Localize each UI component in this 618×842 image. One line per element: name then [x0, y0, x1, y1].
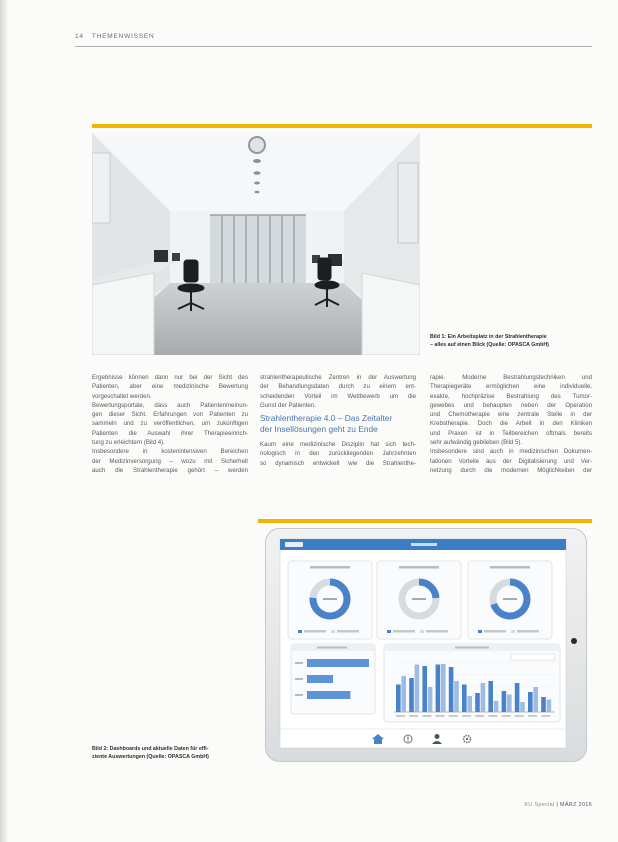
vbar: [449, 667, 454, 712]
vbar: [481, 683, 486, 712]
text-line: netzung durch die modernen Möglichkeiten der: [430, 466, 592, 474]
text-line: Ergebnisse können dann nur bei der Sicht des: [92, 374, 248, 381]
vbar: [467, 696, 472, 712]
tablet-dashboard-image: [265, 528, 587, 762]
illegible-label: [411, 543, 437, 546]
accent-bar-figure-2: [258, 519, 592, 523]
right-wall-cabinet: [398, 163, 418, 243]
chart-filter-box: [511, 654, 555, 660]
text-line: so dynamisch entwickelt wie die Strahlenthe-: [260, 459, 416, 467]
left-monitor-far: [172, 253, 180, 261]
illegible-label: [449, 715, 458, 717]
text-line: strahlentherapeutische Zentren in der Auswertung: [260, 374, 416, 381]
illegible-label: [323, 598, 337, 600]
illegible-label: [462, 715, 471, 717]
figure-1-caption: [430, 333, 592, 349]
vbar: [454, 681, 459, 712]
text-line: scheidenden Vorteil im Wettbewerb um die: [260, 392, 416, 400]
right-cabinet: [362, 273, 420, 355]
caption-line: Bild 1: Ein Arbeitsplatz in der Strahlentherapie: [430, 334, 547, 340]
vbar: [520, 702, 525, 712]
text-line: Krebstherapie. Doch die Arbeit in den Kliniken: [430, 420, 592, 428]
illegible-label: [541, 715, 550, 717]
vbar: [541, 697, 546, 712]
illegible-label: [310, 566, 350, 569]
section-heading: [260, 413, 416, 435]
article-column-1: [92, 373, 248, 475]
figure-1-photo: [92, 133, 420, 355]
illegible-label: [295, 662, 303, 664]
vbar: [428, 687, 433, 712]
vbar: [396, 685, 401, 713]
heading-line: Strahlentherapie 4.0 – Das Zeitalter: [260, 413, 393, 423]
accent-bar-figure-1: [92, 124, 592, 128]
text-line: Insbesondere in kostenintensiven Bereichen: [92, 448, 248, 456]
caption-line: Bild 2: Dashboards und aktuelle Daten für effi-: [92, 746, 209, 752]
vbar: [436, 665, 441, 713]
running-header: [75, 33, 155, 40]
text-line: Insbesondere sind auch in medizinischen Dokumen-: [430, 448, 592, 456]
heading-line: der Insellösungen geht zu Ende: [260, 424, 378, 434]
dashboard-logo: [285, 542, 303, 547]
caption-line: – alles auf einen Blick (Quelle: OPASCA GmbH): [430, 342, 549, 348]
left-cabinet: [92, 273, 154, 355]
illegible-label: [422, 715, 431, 717]
scan-shadow: [0, 0, 9, 842]
text-line: Kaum eine medizinische Disziplin hat sich tech-: [260, 441, 416, 448]
illegible-label: [295, 678, 303, 680]
illegible-label: [317, 647, 347, 649]
text-line: sehr aufwändig geblieben (Bild 5).: [430, 439, 523, 447]
text-line: Bewertungsportale, dass auch Patientenmeinun-: [92, 401, 248, 409]
text-line: tationen Vorteile aus der Digitalisierung und Ver-: [430, 457, 592, 465]
illegible-label: [396, 715, 405, 717]
text-line: sammeln und zu veröffentlichen, um zukünftigen: [92, 420, 248, 428]
vbar: [401, 676, 406, 712]
vbar: [547, 700, 552, 713]
illegible-label: [436, 715, 445, 717]
text-line: gewebes und behaupten neben der Operation: [430, 401, 592, 409]
figure-2-caption: [92, 745, 252, 761]
article-column-3: [430, 373, 592, 475]
text-line: und Praxen ist in Teilbereichen oftmals bereits: [430, 429, 592, 437]
column-2-upper-text: [260, 373, 416, 410]
footer-issue: | MÄRZ 2016: [556, 802, 592, 808]
vbar: [488, 681, 493, 712]
section-title: THEMENWISSEN: [91, 33, 155, 40]
text-line: tung zu erleichtern (Bild 4).: [92, 439, 165, 447]
illegible-label: [412, 598, 426, 600]
illegible-label: [488, 715, 497, 717]
vbar: [441, 664, 446, 712]
page-footer: [524, 802, 592, 808]
caption-line: ziente Auswertungen (Quelle: OPASCA GmbH): [92, 754, 209, 760]
text-line: vorgeschaltet werden.: [92, 392, 152, 400]
text-line: exakte, hochpräzise Bestrahlung des Tumor-: [430, 392, 592, 400]
header-rule: [75, 46, 592, 47]
left-wall-cabinet: [92, 153, 110, 223]
vbar: [507, 695, 512, 713]
vbar: [494, 701, 499, 712]
illegible-label: [475, 715, 484, 717]
figure-2-tablet: [265, 528, 587, 762]
vbar: [515, 683, 520, 712]
text-line: Patienten, aber eine medizinische Bewertung: [92, 383, 248, 391]
left-monitor: [154, 250, 168, 262]
hbar: [307, 691, 350, 699]
text-line: Patienten die Auswahl ihrer Therapieeinrich-: [92, 429, 248, 437]
text-line: nologisch in den zurückliegenden Jahrzehnten: [260, 450, 416, 458]
vbar: [475, 693, 480, 712]
illegible-label: [409, 715, 418, 717]
vbar: [422, 666, 427, 712]
text-line: Gunst der Patienten.: [260, 401, 316, 409]
illegible-label: [399, 566, 439, 569]
illegible-label: [455, 647, 489, 649]
hbar: [307, 659, 369, 667]
vbar: [528, 692, 533, 712]
column-2-lower-text: [260, 440, 416, 468]
vbar: [462, 685, 467, 713]
vbar: [409, 678, 414, 712]
illegible-label: [528, 715, 537, 717]
text-line: rapie. Moderne Bestrahlungstechniken und: [430, 374, 592, 381]
text-line: Therapiegeräte ermöglichen eine individuelle,: [430, 383, 592, 391]
illegible-label: [295, 694, 303, 696]
text-line: der Medizinversorgung – wozu mit Sicherheit: [92, 457, 248, 465]
illegible-label: [502, 715, 511, 717]
article-column-2: [260, 373, 416, 473]
vbar: [415, 665, 420, 713]
text-line: der Behandlungsdaten durch zu einem ent-: [260, 383, 416, 391]
clinic-workspace-image: [92, 133, 420, 355]
text-line: und Chemotherapie eine zentrale Stelle in der: [430, 411, 592, 419]
illegible-label: [515, 715, 524, 717]
tablet-home-button: [571, 638, 577, 644]
text-line: gen dieser Sicht. Erfahrungen von Patienten zu: [92, 411, 248, 419]
vbar: [502, 691, 507, 712]
footer-publication: KU Special: [524, 802, 555, 808]
illegible-label: [503, 598, 517, 600]
vbar: [533, 687, 538, 712]
ceiling-light-large: [249, 137, 265, 153]
text-line: auch die Strahlentherapie gehört – werden: [92, 466, 248, 474]
hbar: [307, 675, 333, 683]
illegible-label: [490, 566, 530, 569]
page-number: 14: [75, 33, 84, 40]
